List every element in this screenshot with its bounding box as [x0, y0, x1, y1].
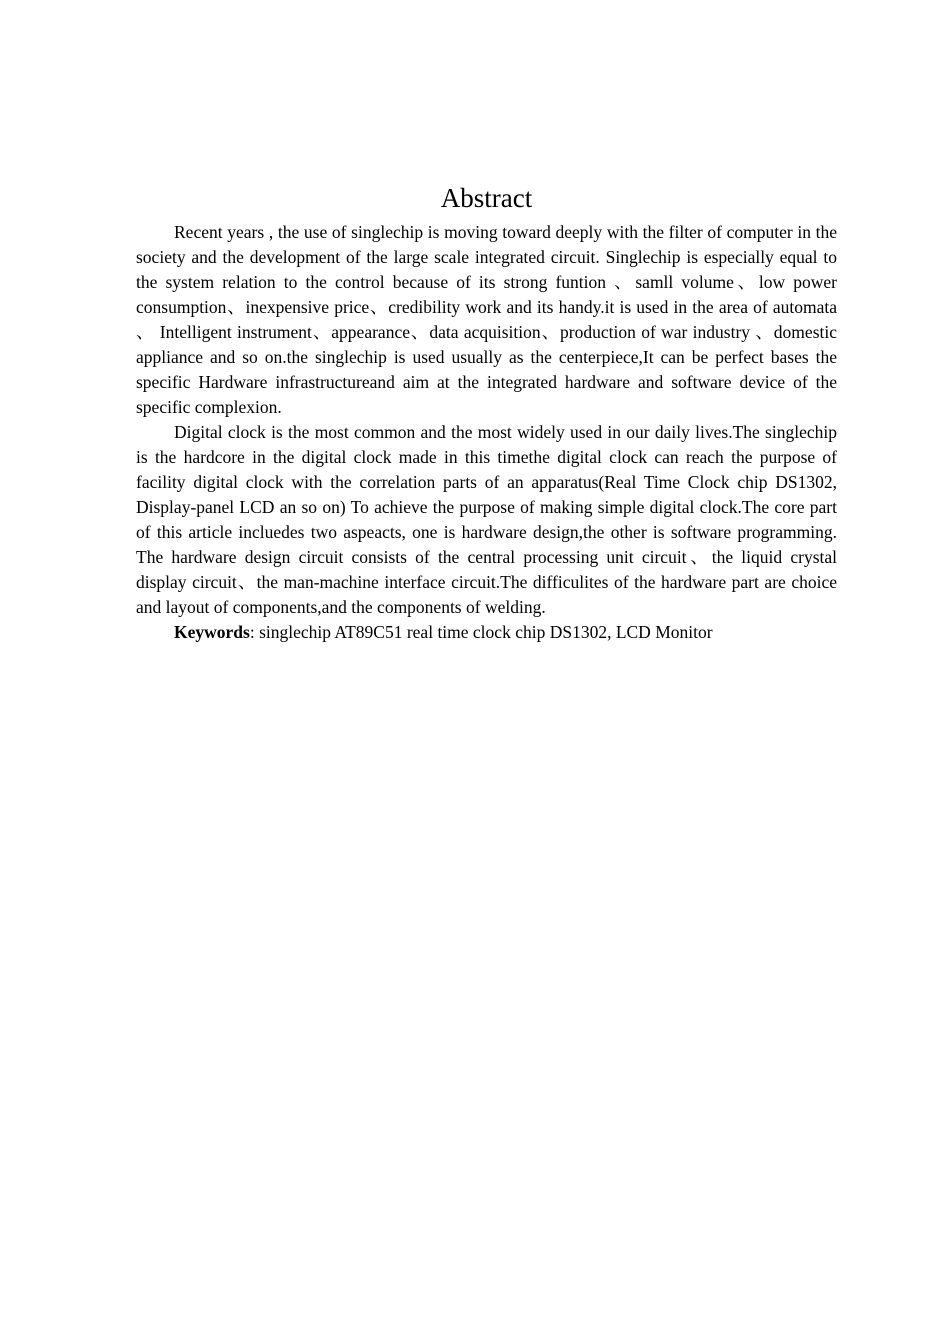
- abstract-title: Abstract: [440, 183, 533, 213]
- abstract-section: [136, 180, 837, 645]
- keywords-line: [136, 620, 837, 645]
- abstract-paragraph-1: Recent years , the use of singlechip is moving toward deeply with the filter of computer in the society and the development of the large scale integrated circuit. Singlechip is especially equal to the system relation to the control because of its strong funtion 、samll volume、low power consumption、inexpensive price、credibility work and its handy.it is used in the area of automata 、 Intelligent instrument、appearance、data acquisition、production of war industry 、domestic appliance and so on.the singlechip is used usually as the centerpiece,It can be perfect bases the specific Hardware infrastructureand aim at the integrated hardware and software device of the specific complexion.: [136, 222, 837, 417]
- keywords-text: : singlechip AT89C51 real time clock chip DS1302, LCD Monitor: [249, 622, 713, 642]
- keywords-label: Keywords: [174, 622, 250, 642]
- abstract-paragraph-2: Digital clock is the most common and the most widely used in our daily lives.The singlechip is the hardcore in the digital clock made in this timethe digital clock can reach the purpose of facility digital clock with the correlation parts of an apparatus(Real Time Clock chip DS1302, Display-panel LCD an so on) To achieve the purpose of making simple digital clock.The core part of this article incluedes two aspeacts, one is hardware design,the other is software programming. The hardware design circuit consists of the central processing unit circuit、the liquid crystal display circuit、the man-machine interface circuit.The difficulites of the hardware part are choice and layout of components,and the components of welding.: [136, 422, 837, 617]
